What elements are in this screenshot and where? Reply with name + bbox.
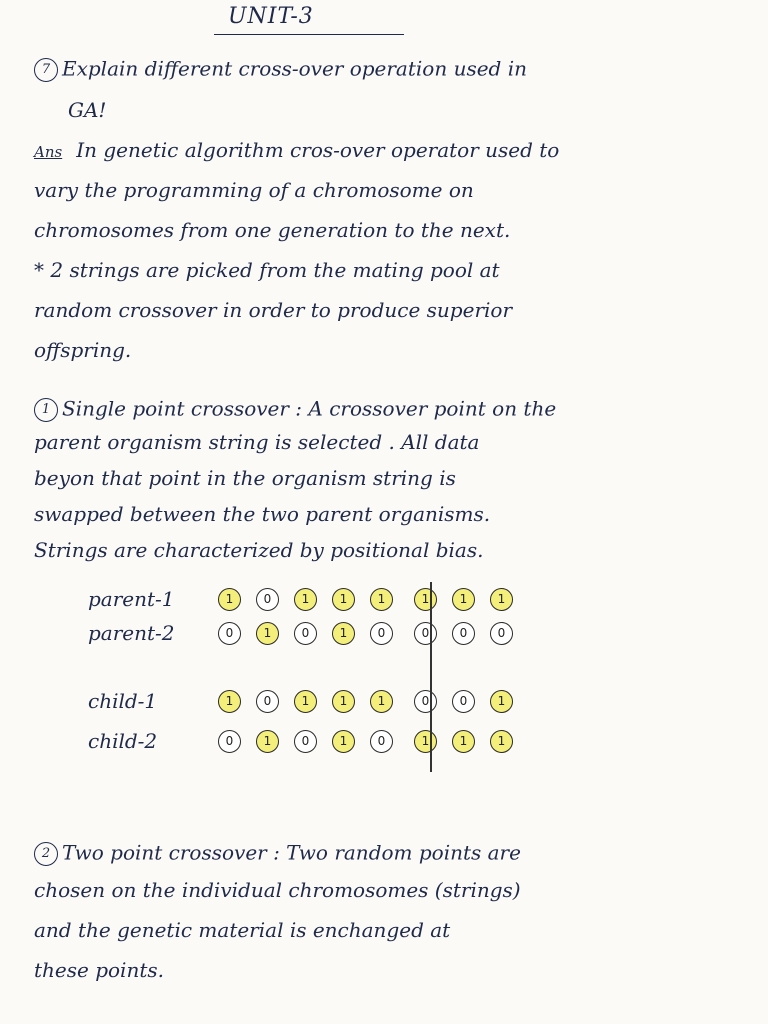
- bit-cell: 0: [294, 730, 317, 753]
- bit-cell: 1: [490, 690, 513, 713]
- question-number: 7: [34, 58, 58, 82]
- bit-cell: 0: [218, 622, 241, 645]
- single-point-line-1: [34, 398, 734, 422]
- bit-string: [218, 588, 513, 611]
- bit-string: [218, 730, 513, 753]
- answer-line-5: random crossover in order to produce superior: [34, 298, 513, 322]
- bit-cell: 1: [256, 730, 279, 753]
- two-point-text-1: Two point crossover : Two random points are: [62, 840, 521, 865]
- answer-text-1: In genetic algorithm cros-over operator used to: [76, 138, 560, 162]
- two-point-line-3: and the genetic material is enchanged at: [34, 918, 451, 942]
- two-point-line-4: these points.: [34, 958, 164, 982]
- bit-cell: 1: [370, 690, 393, 713]
- bit-cell: 1: [218, 690, 241, 713]
- bit-cell: 1: [332, 588, 355, 611]
- answer-line-4: * 2 strings are picked from the mating pool at: [34, 258, 500, 282]
- page-title: UNIT-3: [228, 4, 314, 29]
- bit-cell: 1: [370, 588, 393, 611]
- section-number-2: 2: [34, 842, 58, 866]
- bit-cell: 1: [256, 622, 279, 645]
- bit-cell: 1: [414, 730, 437, 753]
- row-parent-1: [88, 586, 513, 612]
- bit-cell: 0: [452, 622, 475, 645]
- answer-line-1: [34, 140, 734, 160]
- bit-cell: 0: [294, 622, 317, 645]
- two-point-line-1: [34, 842, 734, 866]
- answer-line-2: vary the programming of a chromosome on: [34, 178, 474, 202]
- question-text-1: Explain different cross-over operation used in: [62, 56, 527, 81]
- single-point-line-3: beyon that point in the organism string is: [34, 466, 456, 490]
- answer-marker: Ans: [34, 143, 63, 161]
- row-label: parent-2: [88, 621, 175, 645]
- crossover-point-divider: [430, 582, 432, 772]
- two-point-line-2: chosen on the individual chromosomes (strings): [34, 878, 521, 902]
- bit-string: [218, 622, 513, 645]
- answer-line-3: chromosomes from one generation to the next.: [34, 218, 511, 242]
- single-point-line-4: swapped between the two parent organisms.: [34, 502, 491, 526]
- bit-cell: 0: [490, 622, 513, 645]
- bit-cell: 1: [490, 588, 513, 611]
- bit-cell: 0: [256, 588, 279, 611]
- title-underline: [214, 34, 404, 35]
- bit-cell: 1: [414, 588, 437, 611]
- single-point-line-5: Strings are characterized by positional bias.: [34, 538, 484, 562]
- bit-cell: 1: [452, 730, 475, 753]
- bit-cell: 0: [256, 690, 279, 713]
- row-parent-2: [88, 620, 513, 646]
- row-label: parent-1: [88, 587, 175, 611]
- bit-cell: 0: [218, 730, 241, 753]
- bit-cell: 1: [332, 622, 355, 645]
- section-number-1: 1: [34, 398, 58, 422]
- bit-cell: 1: [294, 690, 317, 713]
- row-label: child-2: [88, 729, 158, 753]
- bit-string: [218, 690, 513, 713]
- question-line-2: GA!: [68, 98, 107, 122]
- bit-cell: 0: [452, 690, 475, 713]
- bit-cell: 0: [414, 690, 437, 713]
- bit-cell: 1: [452, 588, 475, 611]
- question-line-1: [34, 58, 734, 82]
- single-point-text-1: Single point crossover : A crossover point on the: [62, 396, 557, 421]
- bit-cell: 0: [414, 622, 437, 645]
- row-label: child-1: [88, 689, 158, 713]
- row-child-2: [88, 728, 513, 754]
- bit-cell: 1: [294, 588, 317, 611]
- bit-cell: 0: [370, 622, 393, 645]
- answer-line-6: offspring.: [34, 338, 132, 362]
- bit-cell: 1: [490, 730, 513, 753]
- bit-cell: 1: [332, 730, 355, 753]
- bit-cell: 0: [370, 730, 393, 753]
- bit-cell: 1: [332, 690, 355, 713]
- row-child-1: [88, 688, 513, 714]
- bit-cell: 1: [218, 588, 241, 611]
- single-point-line-2: parent organism string is selected . All data: [34, 430, 480, 454]
